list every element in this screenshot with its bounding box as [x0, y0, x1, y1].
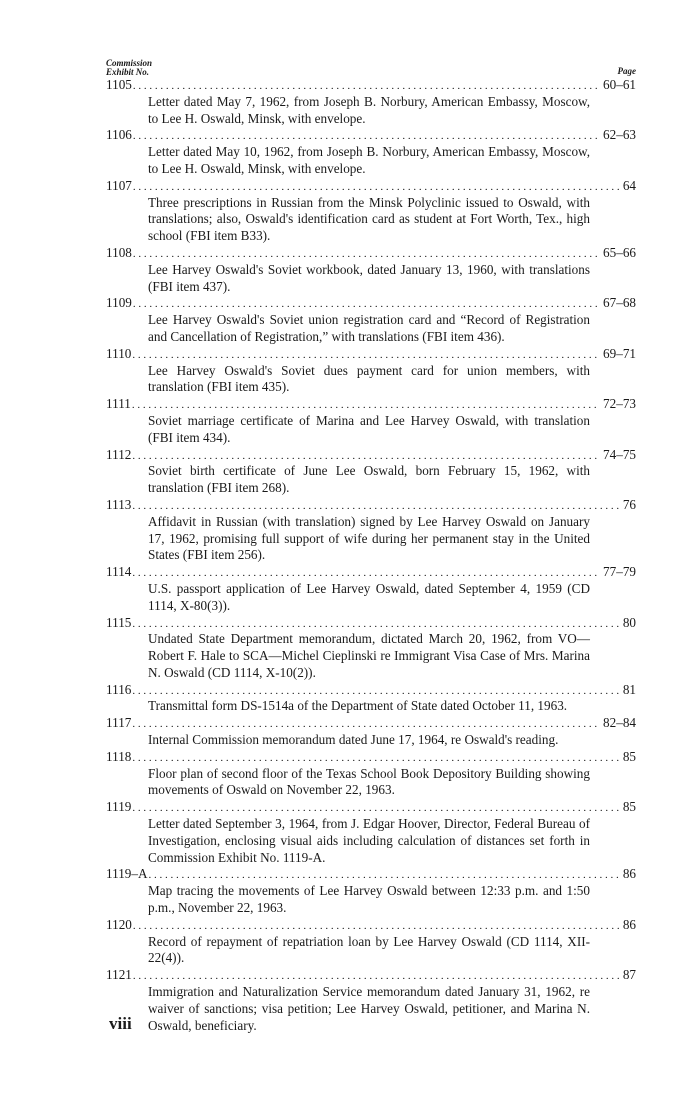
exhibit-entry-header	[106, 295, 636, 312]
dot-leader	[132, 750, 619, 767]
exhibit-entry	[106, 396, 636, 446]
exhibit-entry-header	[106, 749, 636, 766]
exhibit-number: 1118	[106, 748, 132, 764]
exhibit-list	[106, 77, 636, 1034]
exhibit-entry	[106, 967, 636, 1034]
exhibit-number: 1113	[106, 496, 132, 512]
exhibit-entry-header	[106, 245, 636, 262]
exhibit-entry-header	[106, 178, 636, 195]
exhibit-number: 1120	[106, 916, 132, 932]
exhibit-description: Immigration and Naturalization Service memorandum dated January 31, 1962, re waiver of sanctions; visa petition; Lee Harvey Oswald, petitioner, and Marina N. Oswald, beneficiary.	[148, 984, 590, 1033]
column-header-exhibit-line1: Commission	[106, 58, 153, 68]
exhibit-description: Letter dated May 7, 1962, from Joseph B. Norbury, American Embassy, Moscow, to Lee H. Oswald, Minsk, with envelope.	[148, 93, 590, 126]
dot-leader	[133, 128, 600, 145]
exhibit-number: 1119	[106, 799, 132, 815]
exhibit-entry	[106, 245, 636, 295]
page-range: 74–75	[603, 446, 636, 462]
exhibit-number: 1108	[106, 244, 132, 260]
column-header-exhibit-line2: Exhibit No.	[106, 67, 150, 77]
page-range: 87	[622, 967, 636, 983]
exhibit-entry-header	[106, 497, 636, 514]
exhibit-entry	[106, 77, 636, 127]
exhibit-description: Soviet birth certificate of June Lee Oswald, born February 15, 1962, with translation (FBI item 268).	[148, 463, 590, 496]
exhibit-entry-header	[106, 447, 636, 464]
exhibit-entry	[106, 866, 636, 916]
exhibit-number: 1114	[106, 564, 132, 580]
dot-leader	[132, 448, 600, 465]
exhibit-description: Transmittal form DS-1514a of the Department of State dated October 11, 1963.	[148, 698, 568, 714]
dot-leader	[133, 78, 600, 95]
page-range: 65–66	[603, 244, 636, 260]
exhibit-entry	[106, 749, 636, 799]
exhibit-entry-header	[106, 715, 636, 732]
exhibit-entry	[106, 615, 636, 682]
dot-leader	[133, 918, 620, 935]
exhibit-number: 1110	[106, 345, 132, 361]
exhibit-entry-header	[106, 615, 636, 632]
dot-leader	[132, 498, 619, 515]
exhibit-entry-header	[106, 564, 636, 581]
exhibit-entry-header	[106, 682, 636, 699]
exhibit-description: Affidavit in Russian (with translation) signed by Lee Harvey Oswald on January 17, 1962, promising full support of wife during her permanent stay in the United States (FBI item 256).	[148, 513, 590, 563]
exhibit-description: Soviet marriage certificate of Marina and Lee Harvey Oswald, with translation (FBI item 434).	[148, 412, 590, 445]
page-range: 64	[622, 177, 636, 193]
column-header-page: Page	[617, 66, 636, 76]
page-range: 86	[622, 866, 636, 882]
exhibit-number: 1116	[106, 681, 132, 697]
exhibit-description: U.S. passport application of Lee Harvey Oswald, dated September 4, 1959 (CD 1114, X-80(3)).	[148, 580, 590, 613]
exhibit-number: 1111	[106, 396, 131, 412]
exhibit-number: 1112	[106, 446, 132, 462]
page-folio: viii	[109, 1014, 132, 1033]
dot-leader	[132, 347, 600, 364]
column-header-exhibit	[106, 59, 152, 77]
exhibit-description: Floor plan of second floor of the Texas School Book Depository Building showing movements of Oswald on November 22, 1963.	[148, 765, 590, 798]
page-range: 76	[622, 496, 636, 512]
dot-leader	[133, 296, 600, 313]
exhibit-number: 1109	[106, 295, 132, 311]
exhibit-description: Three prescriptions in Russian from the Minsk Polyclinic issued to Oswald, with translations; also, Oswald's identification card as student at Fort Worth, Tex., high school (FBI item B33).	[148, 194, 590, 244]
exhibit-number: 1107	[106, 177, 132, 193]
exhibit-description: Lee Harvey Oswald's Soviet workbook, dated January 13, 1960, with translations (FBI item 437).	[148, 261, 590, 294]
page-range: 80	[622, 614, 636, 630]
dot-leader	[133, 179, 620, 196]
exhibit-description: Internal Commission memorandum dated June 17, 1964, re Oswald's reading.	[148, 732, 559, 748]
exhibit-entry	[106, 564, 636, 614]
dot-leader	[149, 867, 620, 884]
page-range: 72–73	[603, 396, 636, 412]
exhibit-description: Undated State Department memorandum, dictated March 20, 1962, from VO—Robert F. Hale to SCA—Michel Cieplinski re Immigrant Visa Case of Mrs. Marina N. Oswald (CD 1114, X-10(2)).	[148, 631, 590, 680]
exhibit-description: Lee Harvey Oswald's Soviet union registration card and “Record of Registration and Cancellation of Registration,” with translations (FBI item 436).	[148, 312, 590, 344]
exhibit-entry	[106, 682, 636, 716]
dot-leader	[132, 800, 619, 817]
page-range: 86	[622, 916, 636, 932]
dot-leader	[132, 683, 619, 700]
exhibit-entry-header	[106, 127, 636, 144]
exhibit-number: 1106	[106, 127, 132, 143]
page-range: 77–79	[603, 564, 636, 580]
exhibit-entry-header	[106, 799, 636, 816]
dot-leader	[133, 246, 600, 263]
exhibit-entry	[106, 295, 636, 345]
exhibit-entry-header	[106, 346, 636, 363]
exhibit-entry	[106, 715, 636, 749]
dot-leader	[132, 616, 619, 633]
exhibit-entry	[106, 178, 636, 245]
exhibit-number: 1117	[106, 715, 132, 731]
exhibit-entry	[106, 497, 636, 564]
exhibit-entry	[106, 917, 636, 967]
exhibit-number: 1121	[106, 967, 132, 983]
exhibit-entry	[106, 799, 636, 866]
exhibit-description: Record of repayment of repatriation loan by Lee Harvey Oswald (CD 1114, XII-22(4)).	[148, 933, 590, 966]
dot-leader	[132, 397, 600, 414]
page-range: 60–61	[603, 77, 636, 92]
exhibit-number: 1105	[106, 77, 132, 92]
exhibit-number: 1119–A	[106, 866, 148, 882]
exhibit-entry-header	[106, 77, 636, 94]
exhibit-entry	[106, 447, 636, 497]
page-range: 62–63	[603, 127, 636, 143]
exhibit-entry-header	[106, 967, 636, 984]
exhibit-description: Letter dated May 10, 1962, from Joseph B. Norbury, American Embassy, Moscow, to Lee H. Oswald, Minsk, with envelope.	[148, 144, 590, 176]
exhibit-description: Lee Harvey Oswald's Soviet dues payment card for union members, with translation (FBI item 435).	[148, 362, 590, 395]
page-range: 69–71	[603, 345, 636, 361]
exhibit-entry	[106, 127, 636, 177]
exhibit-entry-header	[106, 396, 636, 413]
exhibit-description: Letter dated September 3, 1964, from J. Edgar Hoover, Director, Federal Bureau of Investigation, enclosing visual aids including calculation of distances set forth in Commission Exhibit No. 1119-A.	[148, 816, 590, 865]
page-range: 85	[622, 799, 636, 815]
exhibit-entry-header	[106, 866, 636, 883]
page-range: 85	[622, 748, 636, 764]
exhibit-number: 1115	[106, 614, 132, 630]
dot-leader	[133, 968, 620, 985]
dot-leader	[132, 716, 600, 733]
page-range: 81	[622, 681, 636, 697]
dot-leader	[132, 565, 600, 582]
exhibit-description: Map tracing the movements of Lee Harvey Oswald between 12:33 p.m. and 1:50 p.m., November 22, 1963.	[148, 883, 590, 916]
exhibit-entry-header	[106, 917, 636, 934]
page-range: 67–68	[603, 295, 636, 311]
exhibit-entry	[106, 346, 636, 396]
page-range: 82–84	[603, 715, 636, 731]
